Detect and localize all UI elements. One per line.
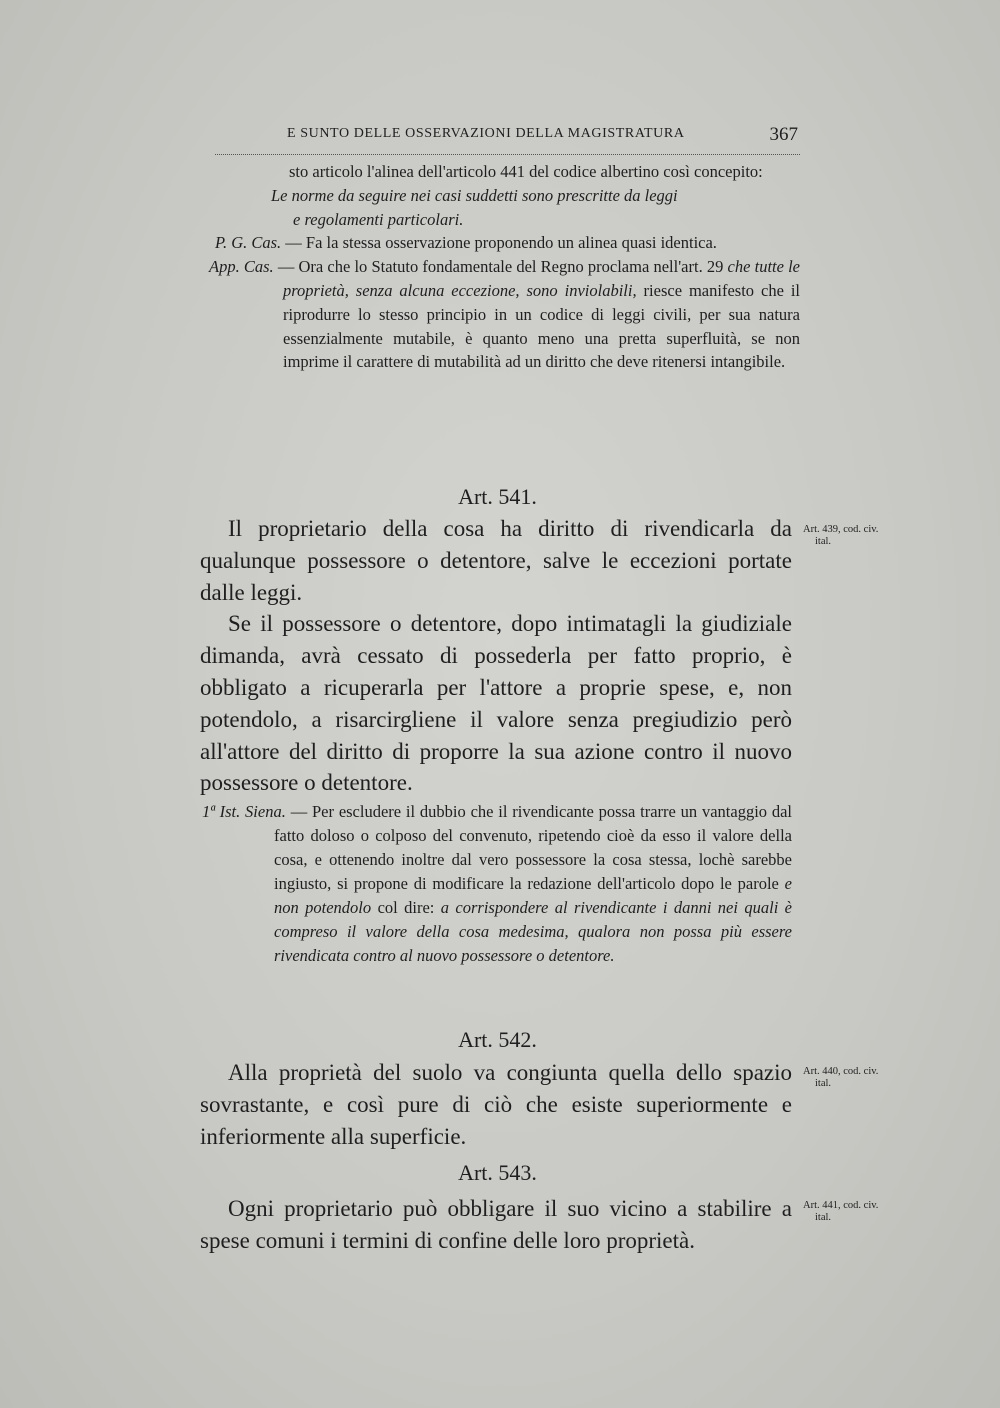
article-541-margin-reference [803,524,913,548]
running-title: E SUNTO DELLE OSSERVAZIONI DELLA MAGISTRATURA [287,126,685,141]
article-543-margin-reference [803,1200,913,1224]
app-cas-note [205,255,800,374]
siena-italic-2: a corrispondere al rivendicante i danni nei quali è compreso il valore della cosa medesima, qualora non possa più essere rivendicata contro al nuovo possessore o detentore. [274,898,793,965]
article-541-para-2: Se il possessore o detentore, dopo intimatagli la giudiziale dimanda, avrà cessato di possederla per fatto proprio, è obbligato a ricuperarla per l'attore a proprie spese, e, non potendolo, a risarcirgliene il valore senza pregiudizio però all'attore del diritto di proporre la sua azione contro il nuovo possessore o detentore. [200,611,792,796]
commentary-block-1 [205,160,800,374]
siena-italic-1: e non potendolo [274,874,792,917]
article-543-body [200,1193,792,1257]
running-header [215,124,800,155]
article-542-margin-reference [803,1066,913,1090]
quoted-norm-line-1: Le norme da seguire nei casi suddetti sono prescritte da leggi [271,185,678,205]
pg-cas-note [205,231,800,255]
margin-ref-line-2: ital. [815,536,832,547]
app-cas-label: App. Cas. [209,257,274,277]
margin-ref-line-1: Art. 441, cod. civ. [803,1200,879,1211]
app-cas-text-1: — Ora che lo Statuto fondamentale del Regno proclama nell'art. 29 [277,257,724,277]
siena-text-1: — Per escludere il dubbio che il rivendicante possa trarre un vantaggio dal fatto doloso o colposo del convenuto, ripetendo cioè da esso il valore della cosa, e ottenendo inoltre dal vero possessore la cosa stessa, lochè sarebbe ingiusto, si propone di modificare la redazione dell'articolo dopo le parole [274,802,793,893]
quoted-norm-line-2: e regolamenti particolari. [293,209,464,229]
article-541-para-1: Il proprietario della cosa ha diritto di rivendicarla da qualunque possessore o detentore, salve le eccezioni portate dalle leggi. [200,516,792,605]
pg-cas-text: — Fa la stessa osservazione proponendo un alinea quasi identica. [285,233,717,253]
margin-ref-line-2: ital. [815,1078,832,1089]
page-number: 367 [769,124,798,145]
siena-label: 1ª Ist. Siena. [202,802,286,821]
pg-cas-label: P. G. Cas. [215,233,282,253]
app-cas-text-2: riesce manifesto che il riprodurre lo stesso principio in un codice di leggi civili, per sua natura essenzialmente mutabile, è quanto meno una pretta superfluità, se non imprime il carattere di mutabilità ad un diritto che deve ritenersi intangibile. [283,280,801,372]
app-cas-italic: che tutte le proprietà, senza alcuna eccezione, sono inviolabili, [283,257,801,300]
article-543-para-1: Ogni proprietario può obbligare il suo vicino a stabilire a spese comuni i termini di confine delle loro proprietà. [200,1196,792,1253]
siena-text-2: col dire: [377,898,435,917]
margin-ref-line-2: ital. [815,1212,832,1223]
article-543-heading: Art. 543. [458,1160,537,1185]
article-542-body [200,1057,792,1152]
note-intro: sto articolo l'alinea dell'articolo 441 del codice albertino così concepito: [289,162,763,181]
article-541-heading: Art. 541. [458,484,537,509]
commentary-block-2 [200,800,792,968]
article-542-heading: Art. 542. [458,1027,537,1052]
siena-note [200,800,792,968]
article-542-para-1: Alla proprietà del suolo va congiunta quella dello spazio sovrastante, e così pure di ciò che esiste superiormente e inferiormente alla superficie. [200,1060,792,1149]
margin-ref-line-1: Art. 440, cod. civ. [803,1066,879,1077]
margin-ref-line-1: Art. 439, cod. civ. [803,524,879,535]
quoted-norm [205,184,800,232]
article-541-body [200,513,792,799]
